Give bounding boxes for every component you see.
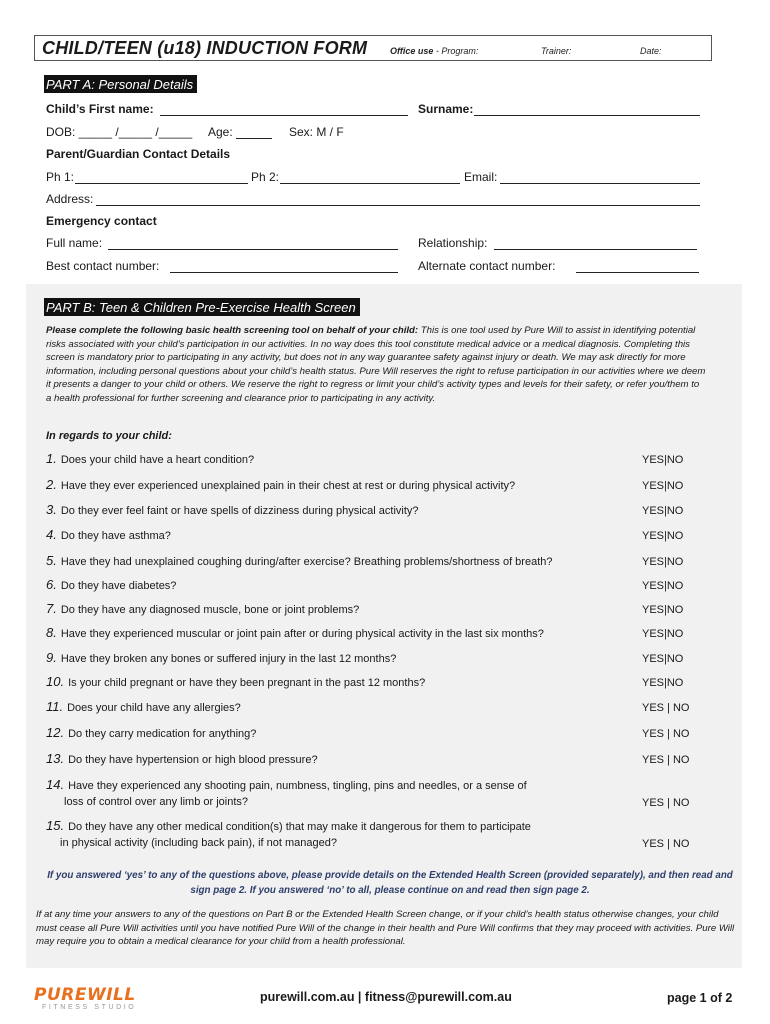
relationship-field[interactable] [494,249,697,250]
question-14: 14. Have they experienced any shooting pain, numbness, tingling, pins and needles, or a sense of [46,777,527,792]
form-title: CHILD/TEEN (u18) INDUCTION FORM [42,38,368,58]
answer-8[interactable]: YES|NO [642,628,684,640]
relationship-label: Relationship: [418,236,488,250]
answer-9[interactable]: YES|NO [642,653,684,665]
age-field[interactable] [236,138,272,139]
purewill-logo [34,986,136,1012]
date-label: Date: [640,46,662,56]
part-b-heading: PART B: Teen & Children Pre-Exercise Health Screen [44,298,360,316]
answer-12[interactable]: YES | NO [642,728,690,740]
first-name-label: Child’s First name: [46,102,154,116]
full-name-label: Full name: [46,236,103,250]
question-11: 11. Does your child have any allergies? [46,699,241,714]
question-8: 8. Have they experienced muscular or joint pain after or during physical activity in the last six months? [46,625,544,640]
office-use-label: Office use - Program: [390,46,479,56]
part-b-intro: Please complete the following basic health screening tool on behalf of your child: This is one tool used by Pure Will to assist in identifying potential risks associated with your child’s participation in our activities. In no way does this tool constitute medical advice or a medical diagnosis. Completing this screen is mandatory prior to participating in any activity, but does not in any way guarantee safety against injury or death. We may ask directly for more information, including personal questions about your child’s health status. Pure Will reserves the right to refuse participation in our activities where we deem it presents a danger to your child or others. We reserve the right to regress or limit your child’s activity types and levels for their safety, or refer you/them to a health professional for further screening and clearance prior to participating in any activity. [46,325,706,404]
logo-wordmark: PUREWILL [34,985,136,1005]
answer-10[interactable]: YES|NO [642,677,684,689]
question-3: 3. Do they ever feel faint or have spells of dizziness during physical activity? [46,502,419,517]
parent-contact-heading: Parent/Guardian Contact Details [46,147,231,161]
question-12: 12. Do they carry medication for anything? [46,725,257,740]
email-label: Email: [464,170,498,184]
ph1-field[interactable] [75,183,248,184]
website-contact[interactable]: purewill.com.au | fitness@purewill.com.au [260,990,512,1004]
regards-heading: In regards to your child: [46,430,172,442]
alternate-contact-field[interactable] [576,272,699,273]
question-5: 5. Have they had unexplained coughing during/after exercise? Breathing problems/shortness of breath? [46,553,553,568]
ph2-label: Ph 2: [251,170,280,184]
answer-11[interactable]: YES | NO [642,702,690,714]
ph2-field[interactable] [280,183,460,184]
answer-13[interactable]: YES | NO [642,754,690,766]
health-change-footnote: If at any time your answers to any of the questions on Part B or the Extended Health Screen change, or if your child’s health status otherwise changes, your child must cease all Pure Will activities until you have notified Pure Will of the change in their health and Pure Will confirms that they may proceed with activities. Pure Will may require you to obtain a medical clearance for your child from a health professional. [36,909,735,948]
question-9: 9. Have they broken any bones or suffered injury in the last 12 months? [46,650,397,665]
question-4: 4. Do they have asthma? [46,527,171,542]
question-10: 10. Is your child pregnant or have they been pregnant in the past 12 months? [46,674,426,689]
question-15: 15. Do they have any other medical condition(s) that may make it dangerous for them to participate [46,818,531,833]
answer-5[interactable]: YES|NO [642,556,684,568]
question-7: 7. Do they have any diagnosed muscle, bone or joint problems? [46,601,360,616]
dob-field[interactable]: DOB: _____ /_____ /_____ [46,125,193,139]
question-1: 1. Does your child have a heart condition? [46,451,255,466]
answer-14[interactable]: YES | NO [642,797,690,809]
answer-1[interactable]: YES|NO [642,454,684,466]
address-label: Address: [46,192,94,206]
best-contact-label: Best contact number: [46,259,160,273]
best-contact-field[interactable] [170,272,398,273]
answer-7[interactable]: YES|NO [642,604,684,616]
question-15-line2: in physical activity (including back pain), if not managed? [60,837,337,849]
part-a-heading: PART A: Personal Details [44,75,197,93]
full-name-field[interactable] [108,249,398,250]
address-field[interactable] [96,205,700,206]
question-2: 2. Have they ever experienced unexplained pain in their chest at rest or during physical activity? [46,477,516,492]
ph1-label: Ph 1: [46,170,75,184]
surname-label: Surname: [418,102,474,116]
trainer-label: Trainer: [541,46,572,56]
question-14-line2: loss of control over any limb or joints? [64,796,249,808]
surname-field[interactable] [474,115,700,116]
first-name-field[interactable] [160,115,408,116]
question-6: 6. Do they have diabetes? [46,577,177,592]
email-field[interactable] [500,183,700,184]
answer-15[interactable]: YES | NO [642,838,690,850]
question-13: 13. Do they have hypertension or high blood pressure? [46,751,318,766]
page-number: page 1 of 2 [667,991,733,1005]
answer-4[interactable]: YES|NO [642,530,684,542]
yes-answer-notice: If you answered ‘yes’ to any of the questions above, please provide details on the Extended Health Screen (provided separately), and then read and sign page 2. If you answered ‘no’ to all, please continue on and read then sign page 2. [47,870,733,896]
alternate-contact-label: Alternate contact number: [418,259,556,273]
answer-2[interactable]: YES|NO [642,480,684,492]
age-label: Age: [208,125,233,139]
emergency-contact-heading: Emergency contact [46,214,157,228]
sex-field[interactable]: Sex: M / F [289,125,344,139]
answer-3[interactable]: YES|NO [642,505,684,517]
logo-subtitle: FITNESS STUDIO [42,1004,137,1011]
answer-6[interactable]: YES|NO [642,580,684,592]
